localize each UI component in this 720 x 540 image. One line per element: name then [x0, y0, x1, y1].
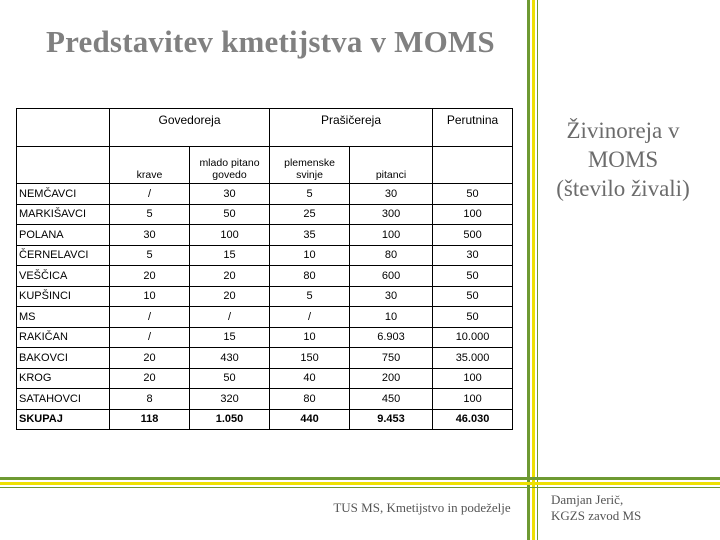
side-title: [538, 116, 708, 203]
table-cell: 50: [433, 286, 513, 307]
row-label: SKUPAJ: [17, 409, 110, 430]
group-header-govedoreja: Govedoreja: [110, 109, 270, 147]
table-cell: 20: [110, 348, 190, 369]
table-cell: 10: [350, 307, 433, 328]
table-cell: 200: [350, 368, 433, 389]
table-cell: 20: [190, 286, 270, 307]
row-label: NEMČAVCI: [17, 184, 110, 205]
table-cell: 50: [433, 184, 513, 205]
subheader-perutnina: [433, 147, 513, 184]
subheader-empty-cell: [17, 147, 110, 184]
table-cell: 9.453: [350, 409, 433, 430]
accent-vertical-green: [527, 0, 530, 540]
table-cell: 150: [270, 348, 350, 369]
page-title: Predstavitev kmetijstva v MOMS: [46, 24, 495, 59]
table-cell: 100: [433, 204, 513, 225]
table-cell: 30: [350, 184, 433, 205]
table-cell: 500: [433, 225, 513, 246]
row-label: BAKOVCI: [17, 348, 110, 369]
table-row: [17, 225, 513, 246]
row-label: VEŠČICA: [17, 266, 110, 287]
side-title-line: (število živali): [556, 176, 690, 201]
table-cell: /: [270, 307, 350, 328]
table-group-header-row: [17, 109, 513, 147]
table-cell: 15: [190, 245, 270, 266]
table-cell: 8: [110, 389, 190, 410]
table-cell: 5: [270, 184, 350, 205]
table-cell: 750: [350, 348, 433, 369]
table-cell: 100: [433, 389, 513, 410]
table-cell: 50: [433, 307, 513, 328]
table-cell: 50: [190, 368, 270, 389]
table-row: [17, 389, 513, 410]
row-label: MARKIŠAVCI: [17, 204, 110, 225]
accent-vertical-yellow: [532, 0, 535, 540]
table-cell: 30: [350, 286, 433, 307]
table-cell: 80: [270, 389, 350, 410]
subheader-mlado-pitano-govedo: mlado pitano govedo: [190, 147, 270, 184]
accent-horizontal-green-thin: [0, 487, 720, 488]
accent-horizontal-green: [0, 477, 720, 480]
row-label: RAKIČAN: [17, 327, 110, 348]
footer-source: TUS MS, Kmetijstvo in podeželje: [333, 500, 511, 515]
subheader-plemenske-svinje: plemenske svinje: [270, 147, 350, 184]
accent-horizontal-yellow: [0, 482, 720, 485]
footer-author: [551, 492, 671, 524]
side-title-line: MOMS: [587, 147, 659, 172]
table-cell: 46.030: [433, 409, 513, 430]
table-total-row: [17, 409, 513, 430]
table-cell: 10.000: [433, 327, 513, 348]
table-cell: 118: [110, 409, 190, 430]
table-cell: 320: [190, 389, 270, 410]
row-label: ČERNELAVCI: [17, 245, 110, 266]
group-header-perutnina: Perutnina: [433, 109, 513, 147]
table-cell: 100: [190, 225, 270, 246]
table-cell: 30: [110, 225, 190, 246]
livestock-table: [16, 108, 513, 430]
table-cell: /: [110, 327, 190, 348]
table-cell: 600: [350, 266, 433, 287]
side-title-line: Živinoreja v: [566, 118, 680, 143]
table-cell: 40: [270, 368, 350, 389]
table-cell: 80: [350, 245, 433, 266]
table-cell: 15: [190, 327, 270, 348]
subheader-pitanci: pitanci: [350, 147, 433, 184]
footer-author-line: KGZS zavod MS: [551, 508, 642, 523]
table-row: [17, 327, 513, 348]
table-cell: 30: [433, 245, 513, 266]
table-cell: 100: [350, 225, 433, 246]
table-row: [17, 286, 513, 307]
table-row: [17, 368, 513, 389]
row-label: KUPŠINCI: [17, 286, 110, 307]
table-row: [17, 184, 513, 205]
table-cell: 1.050: [190, 409, 270, 430]
table-cell: 35: [270, 225, 350, 246]
row-label: KROG: [17, 368, 110, 389]
table-cell: 440: [270, 409, 350, 430]
table-row: [17, 307, 513, 328]
table-cell: /: [110, 307, 190, 328]
table-corner-cell: [17, 109, 110, 147]
table-cell: 10: [270, 327, 350, 348]
table-cell: 80: [270, 266, 350, 287]
table-cell: 5: [270, 286, 350, 307]
subheader-krave: krave: [110, 147, 190, 184]
table-cell: 5: [110, 245, 190, 266]
table-cell: 50: [190, 204, 270, 225]
table-cell: 450: [350, 389, 433, 410]
table-cell: 25: [270, 204, 350, 225]
row-label: MS: [17, 307, 110, 328]
table-cell: 100: [433, 368, 513, 389]
table-cell: 10: [270, 245, 350, 266]
table-cell: 20: [110, 368, 190, 389]
footer-author-line: Damjan Jerič,: [551, 492, 624, 507]
group-header-prasicereja: Prašičereja: [270, 109, 433, 147]
table-row: [17, 266, 513, 287]
table-cell: 50: [433, 266, 513, 287]
table-cell: 300: [350, 204, 433, 225]
table-subheader-row: [17, 147, 513, 184]
table-cell: 6.903: [350, 327, 433, 348]
table-cell: 20: [190, 266, 270, 287]
table-cell: /: [190, 307, 270, 328]
row-label: SATAHOVCI: [17, 389, 110, 410]
table-cell: /: [110, 184, 190, 205]
table-row: [17, 348, 513, 369]
row-label: POLANA: [17, 225, 110, 246]
table-cell: 20: [110, 266, 190, 287]
table-row: [17, 204, 513, 225]
table-cell: 30: [190, 184, 270, 205]
table-cell: 430: [190, 348, 270, 369]
table-row: [17, 245, 513, 266]
table-cell: 5: [110, 204, 190, 225]
table-cell: 35.000: [433, 348, 513, 369]
accent-vertical-green-thin: [537, 0, 538, 540]
table-cell: 10: [110, 286, 190, 307]
